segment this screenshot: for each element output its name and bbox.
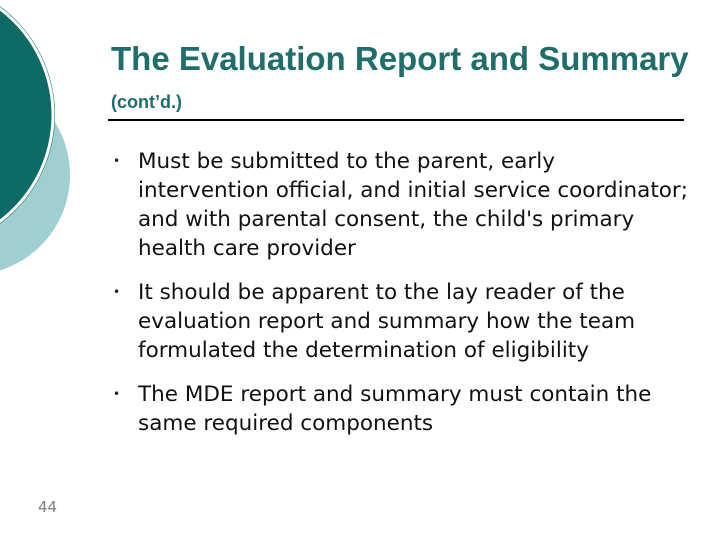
decorative-circles bbox=[0, 0, 80, 290]
bullet-item bbox=[110, 278, 690, 365]
bullet-text: Must be submitted to the parent, early intervention official, and initial service coordinator; and with parental consent, the child's primary health care provider bbox=[138, 149, 689, 261]
slide-title bbox=[111, 40, 691, 121]
title-underline bbox=[108, 119, 684, 121]
page-number: 44 bbox=[38, 498, 58, 516]
title-main: The Evaluation Report and Summary bbox=[111, 40, 689, 77]
bullet-item bbox=[110, 380, 690, 438]
bullet-text: The MDE report and summary must contain the same required components bbox=[138, 382, 652, 436]
bullet-dot-icon: • bbox=[113, 285, 121, 299]
bullet-dot-icon: • bbox=[113, 387, 121, 401]
title-suffix: (cont’d.) bbox=[111, 92, 182, 112]
bullet-list bbox=[110, 147, 690, 453]
bullet-text: It should be apparent to the lay reader of the evaluation report and summary how the team formulated the determination of eligibility bbox=[138, 280, 636, 363]
bullet-dot-icon: • bbox=[113, 154, 121, 168]
bullet-item bbox=[110, 147, 690, 263]
